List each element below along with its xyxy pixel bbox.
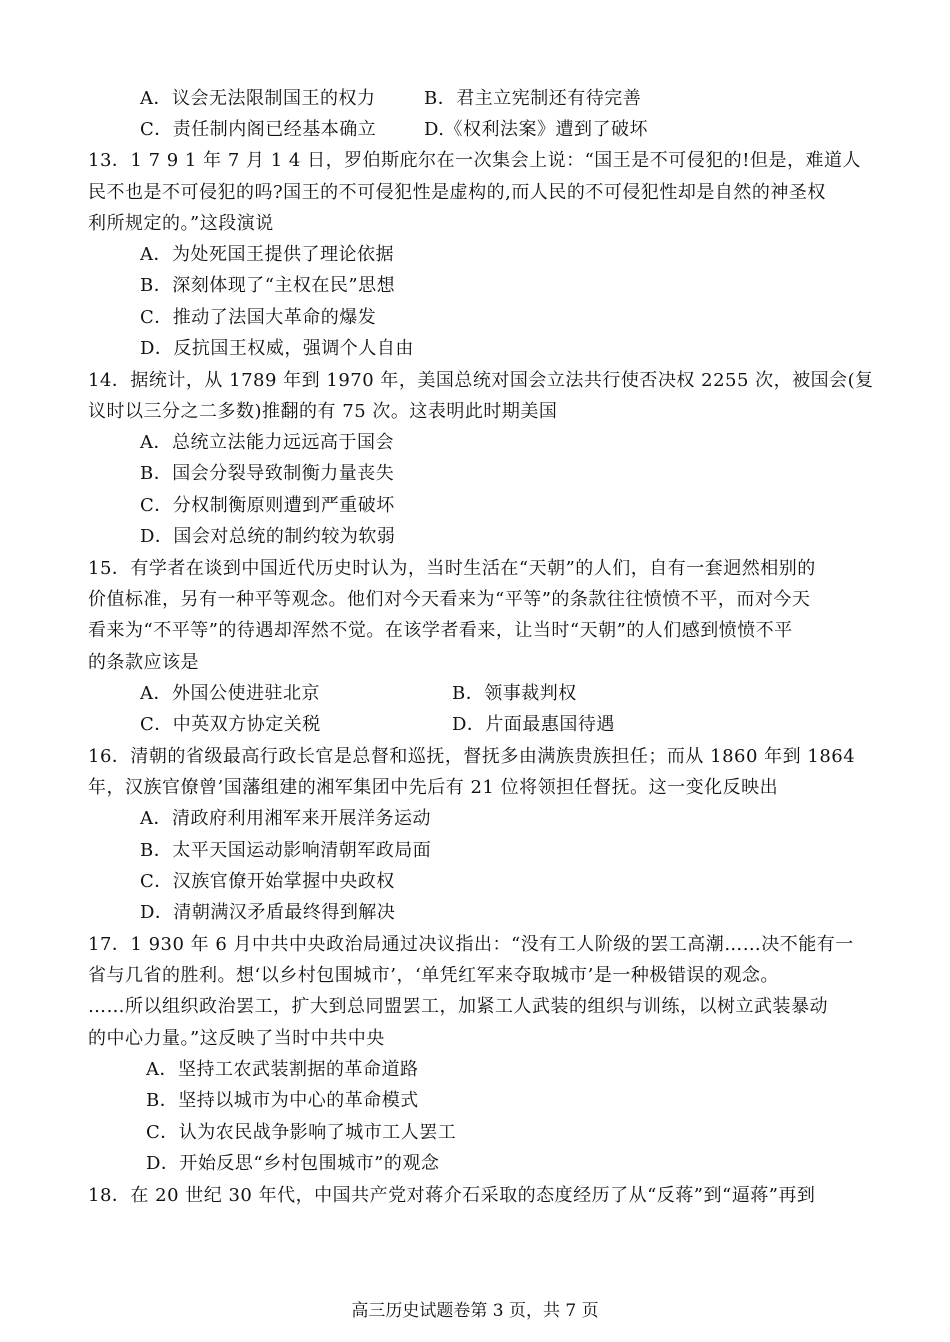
question-text-line: 17．1 930 年 6 月中共中央政治局通过决议指出：“没有工人阶级的罢工高潮……决不能有一	[88, 934, 854, 955]
answer-option: D.《权利法案》遭到了破坏	[424, 119, 649, 140]
answer-option: A．外国公使进驻北京	[140, 683, 320, 704]
question-text-line: 利所规定的。”这段演说	[88, 213, 274, 234]
answer-option: D．反抗国王权威，强调个人自由	[140, 338, 414, 359]
answer-option: B．太平天国运动影响清朝军政局面	[140, 840, 432, 861]
answer-option: C．中英双方协定关税	[140, 714, 321, 735]
answer-option: C．责任制内阁已经基本确立	[140, 119, 377, 140]
answer-option: C．分权制衡原则遭到严重破坏	[140, 495, 395, 516]
question-text-line: 13．1 7 9 1 年 7 月 1 4 日，罗伯斯庇尔在一次集会上说：“国王是不可侵犯的!但是，难道人	[88, 150, 861, 171]
answer-option: A．清政府利用湘军来开展洋务运动	[140, 808, 431, 829]
question-text-line: 15．有学者在谈到中国近代历史时认为，当时生活在“天朝”的人们，自有一套迥然相别的	[88, 558, 816, 579]
answer-option: B．坚持以城市为中心的革命模式	[146, 1090, 419, 1111]
answer-option: B．国会分裂导致制衡力量丧失	[140, 463, 395, 484]
question-text-line: 的中心力量。”这反映了当时中共中央	[88, 1028, 385, 1049]
question-text-line: 民不也是不可侵犯的吗?国王的不可侵犯性是虚构的,而人民的不可侵犯性却是自然的神圣权	[88, 182, 826, 203]
answer-option: C．认为农民战争影响了城市工人罢工	[146, 1122, 457, 1143]
answer-option: D．清朝满汉矛盾最终得到解决	[140, 902, 396, 923]
question-text-line: 省与几省的胜利。想‘以乡村包围城市’，‘单凭红军来夺取城市’是一种极错误的观念。	[88, 965, 779, 986]
answer-option: D．国会对总统的制约较为软弱	[140, 526, 396, 547]
question-text-line: 16．清朝的省级最高行政长官是总督和巡抚，督抚多由满族贵族担任；而从 1860 年到 1864	[88, 746, 856, 767]
answer-option: A．为处死国王提供了理论依据	[140, 244, 394, 265]
answer-option: A．坚持工农武装割据的革命道路	[146, 1059, 419, 1080]
question-text-line: 年，汉族官僚曾’国藩组建的湘军集团中先后有 21 位将领担任督抚。这一变化反映出	[88, 777, 779, 798]
question-text-line: 看来为“不平等”的待遇却浑然不觉。在该学者看来，让当时“天朝”的人们感到愤愤不平	[88, 620, 793, 641]
answer-option: D．片面最惠国待遇	[452, 714, 615, 735]
page-footer: 高三历史试题卷第 3 页，共 7 页	[351, 1301, 599, 1321]
answer-option: D．开始反思“乡村包围城市”的观念	[146, 1153, 440, 1174]
answer-option: B．君主立宪制还有待完善	[424, 88, 642, 109]
answer-option: C．汉族官僚开始掌握中央政权	[140, 871, 395, 892]
answer-option: B．深刻体现了“主权在民”思想	[140, 275, 396, 296]
question-text-line: 14．据统计，从 1789 年到 1970 年，美国总统对国会立法共行使否决权 2255 次，被国会(复	[88, 370, 874, 391]
question-text-line: 议时以三分之二多数)推翻的有 75 次。这表明此时期美国	[88, 401, 558, 422]
answer-option: B．领事裁判权	[452, 683, 577, 704]
answer-option: A．总统立法能力远远高于国会	[140, 432, 394, 453]
answer-option: A．议会无法限制国王的权力	[140, 88, 376, 109]
question-text-line: 价值标准，另有一种平等观念。他们对今天看来为“平等”的条款往往愤愤不平，而对今天	[88, 589, 811, 610]
question-text-line: ……所以组织政治罢工，扩大到总同盟罢工，加紧工人武装的组织与训练，以树立武装暴动	[88, 996, 828, 1017]
question-text-line: 的条款应该是	[88, 652, 199, 673]
answer-option: C．推动了法国大革命的爆发	[140, 307, 377, 328]
question-text-line: 18．在 20 世纪 30 年代，中国共产党对蒋介石采取的态度经历了从“反蒋”到“逼蒋”再到	[88, 1185, 816, 1206]
